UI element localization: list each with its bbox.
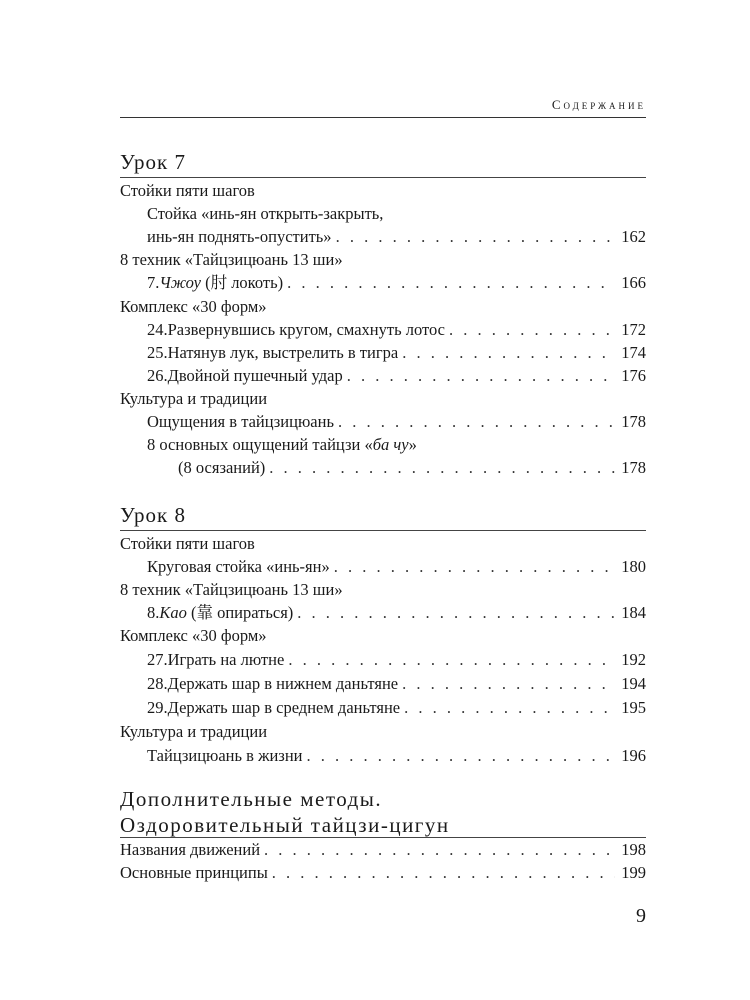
- entry-label: Основные принципы: [120, 863, 268, 882]
- dot-leader: [297, 602, 615, 624]
- entry-number: 26.: [147, 366, 168, 385]
- page-number: 166: [621, 273, 646, 292]
- l7-form-entry[interactable]: [147, 365, 646, 387]
- l8-form-entry[interactable]: [147, 673, 646, 695]
- page-number: 162: [621, 227, 646, 246]
- section-label: Культура и традиции: [120, 389, 268, 408]
- l8-section-culture[interactable]: [120, 721, 267, 743]
- appendix-entry[interactable]: [120, 839, 646, 861]
- l7-stance-entry[interactable]: [147, 226, 646, 248]
- technique-name: Као: [159, 603, 187, 622]
- section-label: Культура и традиции: [120, 722, 268, 741]
- dot-leader: [288, 649, 615, 671]
- section-label: 8 техник «Тайцзицюань 13 ши»: [120, 250, 343, 269]
- dot-leader: [336, 226, 616, 248]
- running-head: Содержание: [551, 97, 646, 112]
- header-rule: [120, 117, 646, 118]
- dot-leader: [287, 272, 615, 294]
- l8-culture-entry[interactable]: [147, 745, 646, 767]
- dot-leader: [404, 697, 615, 719]
- dot-leader: [307, 745, 616, 767]
- page-number: 194: [621, 674, 646, 693]
- page-number: 178: [621, 458, 646, 477]
- entry-label: Развернувшись кругом, смахнуть лотос: [167, 320, 445, 339]
- page-number: 195: [621, 698, 646, 717]
- entry-label: Держать шар в среднем даньтяне: [167, 698, 401, 717]
- technique-meaning: локоть): [231, 273, 284, 292]
- entry-label: Чжоу (肘 локоть): [159, 273, 284, 292]
- lesson-8-title: Урок 8: [120, 503, 186, 527]
- page-number: 198: [621, 840, 646, 859]
- l8-form-entry[interactable]: [147, 649, 646, 671]
- entry-label: Двойной пушечный удар: [167, 366, 343, 385]
- appendix-rule: [120, 837, 646, 838]
- dot-leader: [402, 342, 615, 364]
- dot-leader: [272, 862, 615, 884]
- lesson-7-rule: [120, 177, 646, 178]
- page-number: 176: [621, 366, 646, 385]
- section-label: 8 техник «Тайцзицюань 13 ши»: [120, 580, 343, 599]
- entry-label: Круговая стойка «инь-ян»: [147, 557, 330, 576]
- l7-culture-entry[interactable]: [147, 411, 646, 433]
- hanzi-character: 靠: [196, 603, 213, 622]
- entry-text: »: [408, 435, 417, 454]
- l7-form-entry[interactable]: [147, 319, 646, 341]
- entry-number: 27.: [147, 650, 168, 669]
- technique-meaning: опираться): [217, 603, 294, 622]
- appendix-title-line2: Оздоровительный тайцзи-цигун: [120, 813, 450, 837]
- entry-label: Играть на лютне: [167, 650, 285, 669]
- entry-number: 8.: [147, 603, 160, 622]
- term-italic: ба чу: [372, 435, 409, 454]
- entry-label: Натянув лук, выстрелить в тигра: [167, 343, 399, 362]
- l7-culture2-entry[interactable]: [178, 457, 646, 479]
- l7-section-forms[interactable]: [120, 296, 267, 318]
- l7-technique-entry[interactable]: [147, 272, 646, 294]
- entry-label: Ощущения в тайцзицюань: [147, 412, 334, 431]
- entry-number: 7.: [147, 273, 160, 292]
- l8-section-stances[interactable]: [120, 533, 255, 555]
- dot-leader: [347, 365, 616, 387]
- section-label: Комплекс «30 форм»: [120, 626, 267, 645]
- page-number: 180: [621, 557, 646, 576]
- l7-form-entry[interactable]: [147, 342, 646, 364]
- l7-culture2-line1: [147, 434, 417, 456]
- entry-text: 8 основных ощущений тайцзи «: [147, 435, 373, 454]
- appendix-title-line1: Дополнительные методы.: [120, 787, 383, 811]
- entry-label: Као (靠 опираться): [159, 603, 294, 622]
- section-label: Комплекс «30 форм»: [120, 297, 267, 316]
- appendix-title: [120, 786, 450, 838]
- technique-name: Чжоу: [159, 273, 201, 292]
- lesson-7-title: Урок 7: [120, 150, 186, 174]
- page-number: 172: [621, 320, 646, 339]
- l8-technique-entry[interactable]: [147, 602, 646, 624]
- page-number: 178: [621, 412, 646, 431]
- dot-leader: [449, 319, 615, 341]
- l7-section-techniques[interactable]: [120, 249, 343, 271]
- section-label: Стойки пяти шагов: [120, 181, 255, 200]
- dot-leader: [264, 839, 615, 861]
- page-number: 199: [621, 863, 646, 882]
- page-folio: 9: [636, 905, 646, 927]
- dot-leader: [338, 411, 615, 433]
- entry-number: 24.: [147, 320, 168, 339]
- entry-number: 28.: [147, 674, 168, 693]
- dot-leader: [402, 673, 615, 695]
- l8-form-entry[interactable]: [147, 697, 646, 719]
- page-number: 184: [621, 603, 646, 622]
- l8-stance-entry[interactable]: [147, 556, 646, 578]
- entry-label: инь-ян поднять-опустить»: [147, 227, 332, 246]
- l7-stance-line1: Стойка «инь-ян открыть-закрыть,: [147, 204, 384, 223]
- entry-label: Названия движений: [120, 840, 261, 859]
- entry-number: 25.: [147, 343, 168, 362]
- section-label: Стойки пяти шагов: [120, 534, 255, 553]
- lesson-8-rule: [120, 530, 646, 531]
- dot-leader: [334, 556, 616, 578]
- page-number: 192: [621, 650, 646, 669]
- page-number: 174: [621, 343, 646, 362]
- l7-section-culture[interactable]: [120, 388, 267, 410]
- hanzi-character: 肘: [210, 273, 228, 292]
- l7-section-stances[interactable]: [120, 180, 255, 202]
- appendix-entry[interactable]: [120, 862, 646, 884]
- entry-label: (8 осязаний): [178, 458, 266, 477]
- l8-section-forms[interactable]: [120, 625, 267, 647]
- entry-label: Тайцзицюань в жизни: [147, 746, 303, 765]
- entry-label: Держать шар в нижнем даньтяне: [167, 674, 399, 693]
- page-number: 196: [621, 746, 646, 765]
- entry-number: 29.: [147, 698, 168, 717]
- l8-section-techniques[interactable]: [120, 579, 343, 601]
- dot-leader: [269, 457, 615, 479]
